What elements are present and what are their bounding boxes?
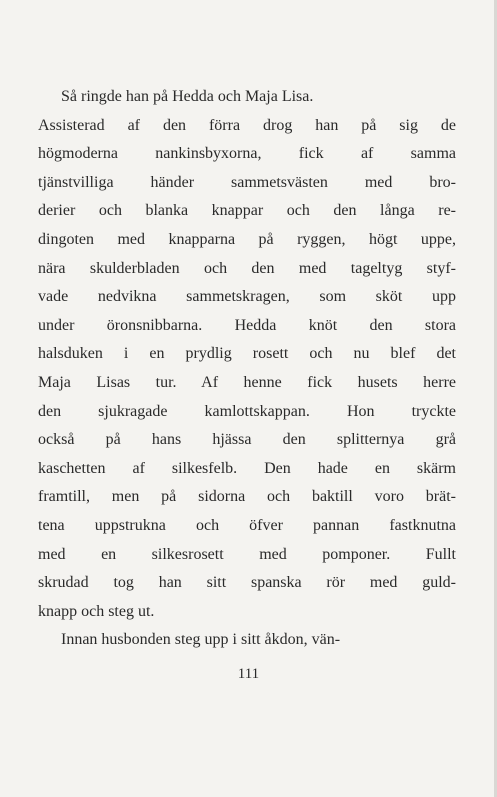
text-line: nära skulderbladen och den med tageltyg styf-: [38, 259, 456, 277]
text-line: framtill, men på sidorna och baktill voro brät-: [38, 488, 456, 506]
text-line: Maja Lisas tur. Af henne fick husets herre: [38, 373, 456, 391]
text-line: tena uppstrukna och öfver pannan fastknutna: [38, 516, 456, 534]
text-line: knapp och steg ut.: [38, 602, 155, 620]
text-line: skrudad tog han sitt spanska rör med guld-: [38, 574, 456, 592]
text-line: halsduken i en prydlig rosett och nu blef det: [38, 345, 456, 363]
text-line: dingoten med knapparna på ryggen, högt uppe,: [38, 230, 456, 248]
text-line: Så ringde han på Hedda och Maja Lisa.: [61, 88, 314, 105]
text-line: vade nedvikna sammetskragen, som sköt upp: [38, 288, 456, 306]
text-line: den sjukragade kamlottskappan. Hon tryckte: [38, 402, 456, 420]
text-line: under öronsnibbarna. Hedda knöt den stora: [38, 316, 456, 334]
text-line: tjänstvilliga händer sammetsvästen med bro-: [38, 173, 456, 191]
text-line: kaschetten af silkesfelb. Den hade en skärm: [38, 459, 456, 477]
text-line: derier och blanka knappar och den långa re-: [38, 202, 456, 220]
text-line: med en silkesrosett med pomponer. Fullt: [38, 545, 456, 563]
body-text: [38, 83, 456, 655]
text-line: högmoderna nankinsbyxorna, fick af samma: [38, 145, 456, 163]
text-line: Assisterad af den förra drog han på sig de: [38, 116, 456, 134]
text-line: Innan husbonden steg upp i sitt åkdon, vän-: [61, 631, 341, 649]
text-line: också på hans hjässa den splitternya grå: [38, 431, 456, 449]
page-number: 111: [237, 666, 260, 682]
